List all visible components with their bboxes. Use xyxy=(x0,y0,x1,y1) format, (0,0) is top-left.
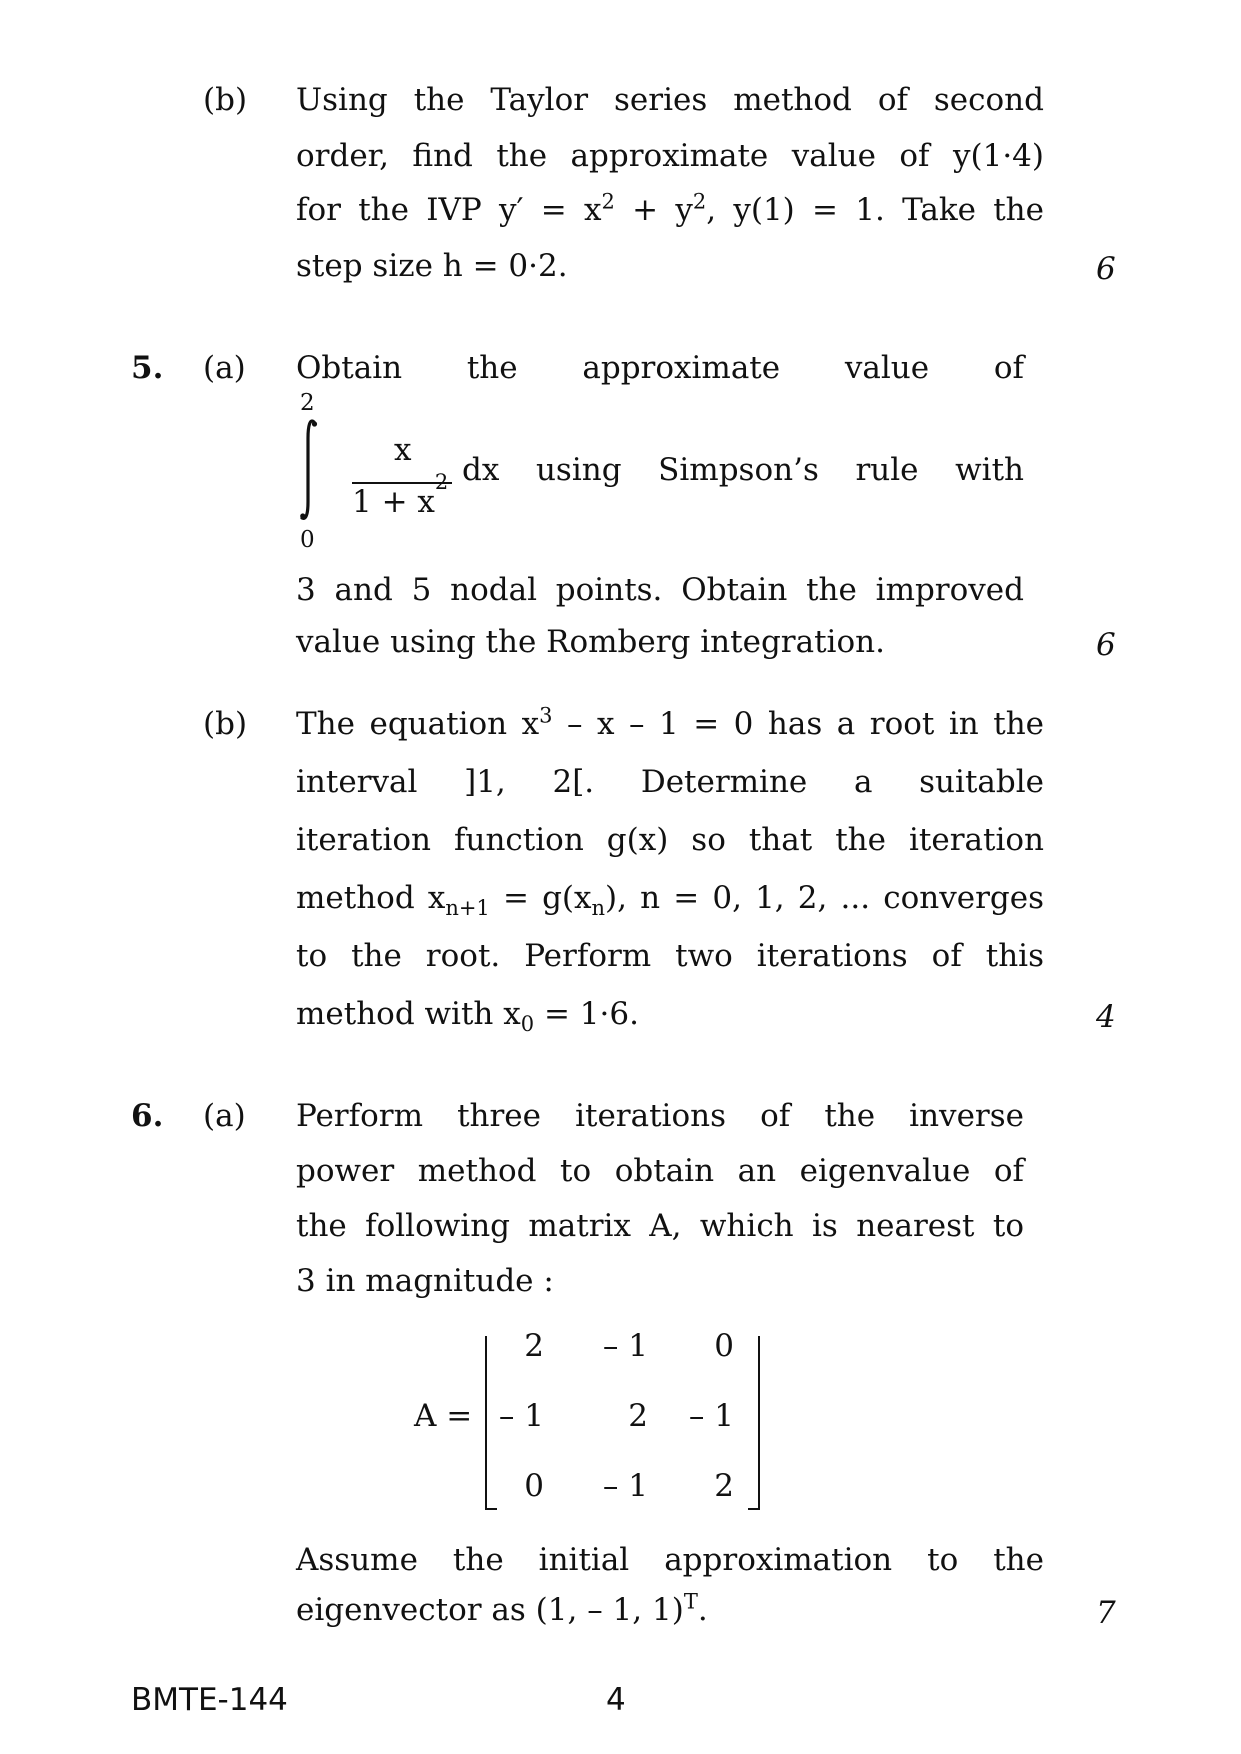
q6a-line-6-post: . xyxy=(697,1592,708,1628)
q5a-den-pre: 1 + x xyxy=(352,484,435,520)
q5-number: 5. xyxy=(131,350,164,386)
matrix-label: A = xyxy=(414,1398,473,1434)
q4b-sup-1: 2 xyxy=(601,189,615,214)
q5a-integral-upper: 2 xyxy=(300,390,315,416)
q5a-label: (a) xyxy=(203,350,246,386)
q6a-line-4: 3 in magnitude : xyxy=(296,1263,554,1299)
matrix-cell-r1c1: 2 xyxy=(524,1328,544,1364)
q5b-line-1-post: – x – 1 = 0 has a root in the xyxy=(552,706,1045,742)
q5b-line-1-pre: The equation x xyxy=(296,706,540,742)
q6a-line-5: Assume the initial approximation to the xyxy=(296,1542,1044,1578)
q5b-line-2: interval ]1, 2[. Determine a suitable xyxy=(296,764,1044,800)
matrix-right-bracket xyxy=(748,1336,760,1510)
matrix-cell-r3c1: 0 xyxy=(524,1468,544,1504)
matrix-cell-r3c2: – 1 xyxy=(602,1468,648,1504)
q4b-line-3 xyxy=(296,189,1044,228)
q5b-label: (b) xyxy=(203,706,248,742)
q5a-fraction-denominator xyxy=(352,469,449,520)
q4b-line-2: order, find the approximate value of y(1·4) xyxy=(296,138,1044,174)
footer-page-number: 4 xyxy=(606,1682,626,1718)
q4b-marks: 6 xyxy=(1096,251,1116,287)
matrix-cell-r1c2: – 1 xyxy=(602,1328,648,1364)
integral-sign-icon xyxy=(300,418,318,522)
q5b-line-4-post: ), n = 0, 1, 2, ... converges xyxy=(605,880,1045,916)
q5a-line-3: 3 and 5 nodal points. Obtain the improved xyxy=(296,572,1024,608)
q5b-marks: 4 xyxy=(1096,999,1116,1035)
q5b-sub-1: n+1 xyxy=(445,896,490,921)
q6a-marks: 7 xyxy=(1096,1595,1116,1631)
q5b-line-6-pre: method with x xyxy=(296,996,521,1032)
q5b-line-1 xyxy=(296,703,1045,742)
q6a-line-6-pre: eigenvector as (1, – 1, 1) xyxy=(296,1592,684,1628)
matrix-cell-r2c3: – 1 xyxy=(688,1398,734,1434)
q5b-line-4-mid: = g(x xyxy=(489,880,592,916)
q5a-line-4: value using the Romberg integration. xyxy=(296,624,885,660)
q5b-sup: 3 xyxy=(539,703,553,728)
q5a-marks: 6 xyxy=(1096,627,1116,663)
q5b-sub-2: n xyxy=(591,896,606,921)
matrix-cell-r2c1: – 1 xyxy=(498,1398,544,1434)
q4b-line-4: step size h = 0·2. xyxy=(296,248,568,284)
matrix-cell-r1c3: 0 xyxy=(714,1328,734,1364)
q6a-label: (a) xyxy=(203,1098,246,1134)
q5b-line-4-pre: method x xyxy=(296,880,446,916)
q4b-line-1: Using the Taylor series method of second xyxy=(296,82,1044,118)
matrix-cell-r2c2: 2 xyxy=(628,1398,648,1434)
q5b-line-5: to the root. Perform two iterations of this xyxy=(296,938,1044,974)
q6a-sup: T xyxy=(683,1589,698,1614)
q5b-line-3: iteration function g(x) so that the iteration xyxy=(296,822,1044,858)
q5a-den-sup: 2 xyxy=(434,469,449,494)
q6a-line-2: power method to obtain an eigenvalue of xyxy=(296,1153,1024,1189)
q6a-line-6 xyxy=(296,1589,1044,1628)
q5a-line-2: dx using Simpson’s rule with xyxy=(462,452,1024,488)
footer-course-code: BMTE-144 xyxy=(131,1682,288,1718)
q6-number: 6. xyxy=(131,1098,164,1134)
q4b-label: (b) xyxy=(203,82,248,118)
q5b-line-6-post: = 1·6. xyxy=(534,996,639,1032)
q5b-line-6 xyxy=(296,996,1044,1037)
q5b-sub-0: 0 xyxy=(520,1012,535,1037)
q5a-integral-lower: 0 xyxy=(300,527,315,553)
q5a-fraction-numerator: x xyxy=(394,432,412,468)
q6a-line-1: Perform three iterations of the inverse xyxy=(296,1098,1024,1134)
q4b-line-3-post: , y(1) = 1. Take the xyxy=(706,192,1044,228)
matrix-cell-r3c3: 2 xyxy=(714,1468,734,1504)
q4b-line-3-mid: + y xyxy=(614,192,693,228)
q5b-line-4 xyxy=(296,880,1045,921)
q4b-sup-2: 2 xyxy=(692,189,707,214)
q4b-line-3-pre: for the IVP y′ = x xyxy=(296,192,602,228)
q5a-line-1: Obtain the approximate value of xyxy=(296,350,1024,386)
q6a-line-3: the following matrix A, which is nearest to xyxy=(296,1208,1024,1244)
